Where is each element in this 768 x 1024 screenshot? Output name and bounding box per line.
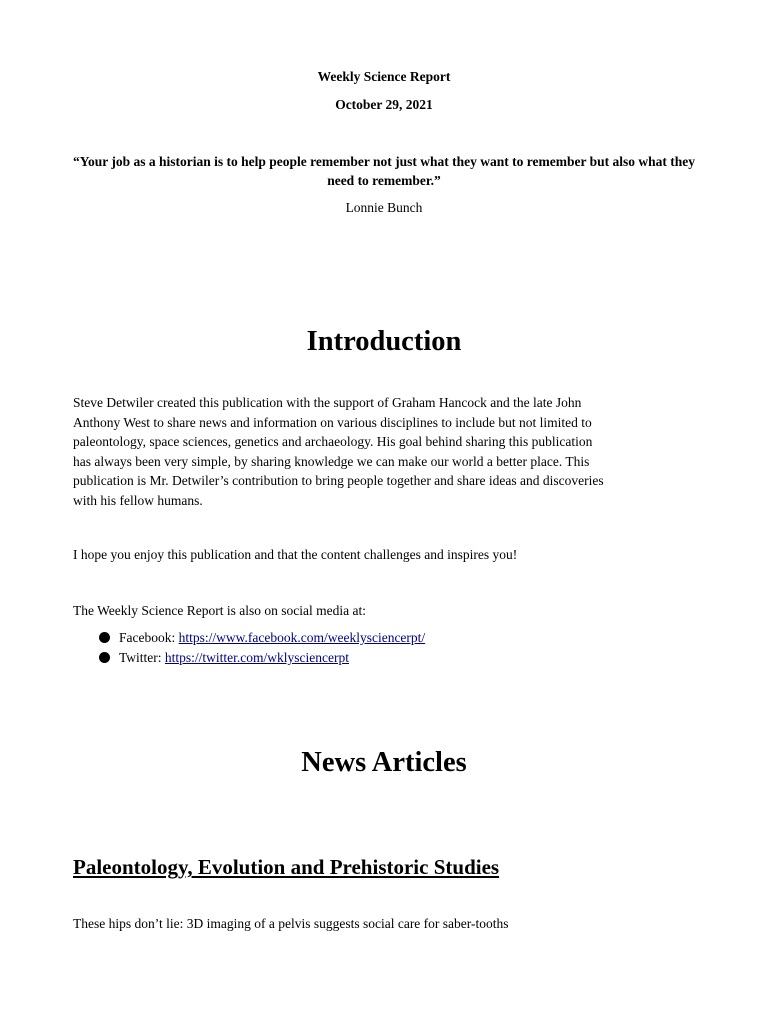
- social-label-facebook: Facebook:: [119, 630, 179, 645]
- introduction-paragraph: [73, 393, 695, 510]
- article-title: These hips don’t lie: 3D imaging of a pelvis suggests social care for saber-tooths: [73, 916, 509, 931]
- social-media-list: [99, 628, 425, 668]
- social-item-facebook: [99, 628, 425, 648]
- social-item-twitter: [99, 648, 425, 668]
- social-label-twitter: Twitter:: [119, 650, 165, 665]
- introduction-line: paleontology, space sciences, genetics and archaeology. His goal behind sharing this publication: [73, 434, 593, 449]
- report-title: Weekly Science Report: [317, 69, 451, 84]
- news-articles-heading: News Articles: [301, 747, 467, 778]
- introduction-line: Anthony West to share news and information on various disciplines to include but not limited to: [73, 414, 592, 430]
- social-lead-text: The Weekly Science Report is also on social media at:: [73, 603, 366, 618]
- bullet-icon: [99, 632, 110, 643]
- bullet-icon: [99, 652, 110, 663]
- introduction-line: publication is Mr. Detwiler’s contribution to bring people together and share ideas and discoveries: [73, 473, 604, 488]
- facebook-link[interactable]: https://www.facebook.com/weeklysciencerpt/: [178, 630, 426, 645]
- twitter-link[interactable]: https://twitter.com/wklysciencerpt: [164, 650, 350, 665]
- introduction-heading: Introduction: [306, 326, 462, 357]
- quote-author: Lonnie Bunch: [345, 200, 423, 215]
- introduction-line: with his fellow humans.: [73, 492, 203, 508]
- introduction-line: has always been very simple, by sharing knowledge we can make our world a better place. This: [73, 453, 590, 469]
- introduction-line: Steve Detwiler created this publication with the support of Graham Hancock and the late John: [73, 395, 582, 410]
- quote-text: “Your job as a historian is to help people remember not just what they want to remember but also what they need to remember.”: [73, 154, 695, 188]
- section-heading-paleontology: Paleontology, Evolution and Prehistoric Studies: [73, 855, 500, 879]
- report-date: October 29, 2021: [335, 97, 433, 112]
- hope-paragraph: I hope you enjoy this publication and that the content challenges and inspires you!: [73, 547, 518, 562]
